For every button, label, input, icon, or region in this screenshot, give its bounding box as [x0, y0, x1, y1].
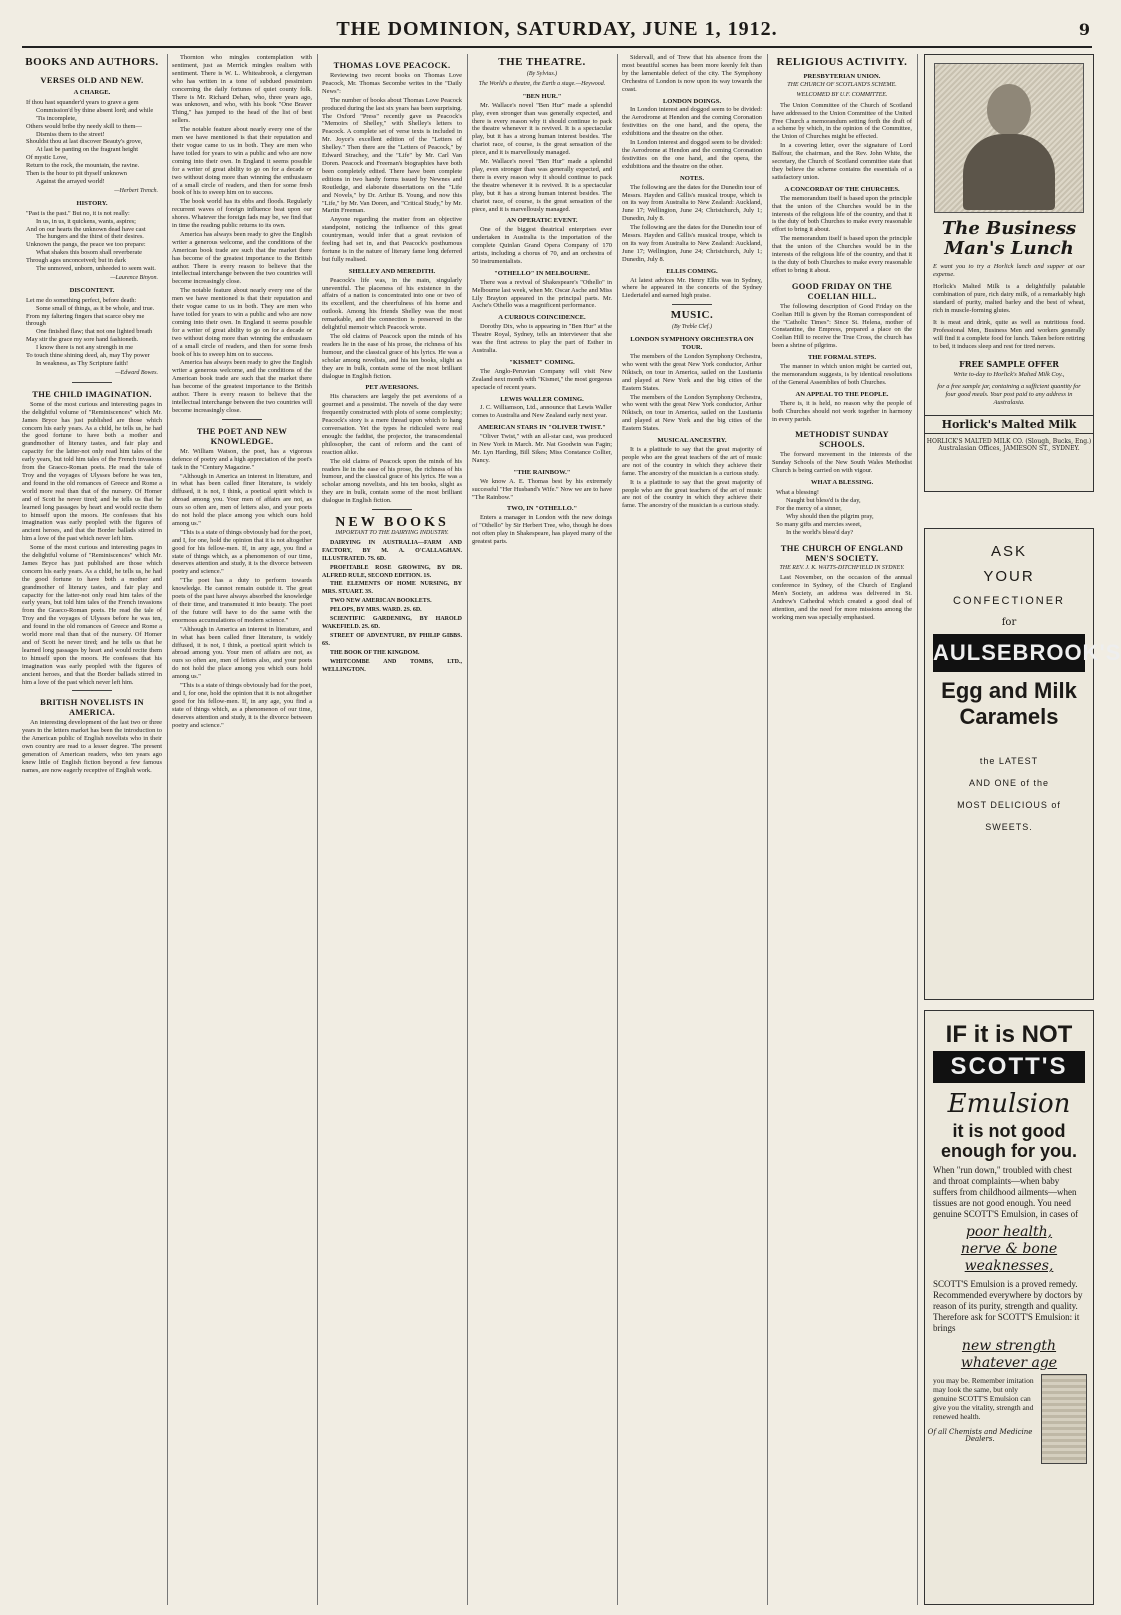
- article-body: The following are the dates for the Dunedin tour of Messrs. Hayden and Gillis's musical troupe, which is on its way from Australia to New Zealand: Auckland, June 17; Wellington, June 24; Christchurch, July 1; Dunedin, July 8.: [622, 224, 762, 263]
- article-body: "The poet has a duty to perform towards knowledge. He cannot remain outside it. The great poets of the past have always absorbed the knowledge of their time, and transmuted it into beauty. The poet of the future will have to do the same with the enormous accumulations of modern science.": [172, 577, 312, 624]
- article-body: Reviewing two recent books on Thomas Love Peacock, Mr. Thomas Secombe writes in the "Daily News":: [322, 72, 462, 95]
- article-heading: GOOD FRIDAY ON THE COELIAN HILL.: [791, 280, 893, 301]
- article-body: Anyone regarding the matter from an objective standpoint, noticing the influence of this great countryman, would infer that a great revision of feeling had set in, and that Peacock's posthumous fortune is in the nature of literary fame long deferred but fully realised.: [322, 216, 462, 263]
- article-heading: METHODIST SUNDAY SCHOOLS.: [795, 429, 889, 450]
- column-rule: [767, 54, 768, 1605]
- ad-emphasis: weaknesses,: [964, 1258, 1054, 1274]
- ad-footer: HORLICK'S MALTED MILK CO. (Slough, Bucks, Eng.) Australasian Offices, JAMIESON ST., SYDNEY.: [926, 438, 1092, 452]
- column-religious: [772, 54, 912, 1605]
- article-body: America has always been ready to give the English writer a generous welcome, and the conditions of the American book trade are such that the market there has become of the greatest importance to the British author. There is every reason to believe that the intellectual interchange between the two countries will become increasingly close.: [172, 359, 312, 414]
- article-body: America has always been ready to give the English writer a generous welcome, and the conditions of the American book trade are such that the market there has become of the greatest importance to the British author. There is every reason to believe that the intellectual interchange between the two countries will become increasingly close.: [172, 230, 312, 286]
- page-number: 9: [1078, 20, 1090, 39]
- ad-product: Emulsion: [947, 1089, 1071, 1119]
- article-body: The manner in which union might be carried out, the memorandum suggests, is by identical resolutions of the General Assemblies of both Churches.: [772, 363, 912, 386]
- divider: [372, 509, 412, 510]
- article-body: Some of the most curious and interesting pages in the delightful volume of "Reminiscences" which Mr. James Bryce has just published are those which concern his early years. As a child, he tells us, he had the good fortune to have both a mother and grandmother of literary tastes, and fair play and capacity for the latter-not only read him tales of the early years, but told him tales of the French invasions from the Graeco-Roman poets. He read the tale of Troy and the voyages of Ulysses before he was ten, and found in the old romances of Greece and Rome a world more real than that of the nursery. Of Homer and of Scott he never tired; and he tells us that he learned long passages by heart and would recite them to himself upon the moors. He confesses that his imagination was early peopled with the figures of ancient heroes, and that the Border ballads stirred in him a love of the past which never left him.: [22, 400, 162, 543]
- businessman-illustration: [934, 63, 1084, 213]
- book-entry: PROFITABLE ROSE GROWING, BY DR. ALFRED RULE, SECOND EDITION. 1S.: [322, 564, 462, 579]
- ad-body: you may be. Remember imitation may look the same, but only genuine SCOTT'S Emulsion can give you the vitality, strength and renewed health.: [933, 1376, 1034, 1421]
- subheading: PRESBYTERIAN UNION.: [803, 73, 881, 80]
- subheading: LONDON DOINGS.: [662, 97, 722, 105]
- newspaper-title: THE DOMINION, SATURDAY, JUNE 1, 1912.: [336, 18, 778, 40]
- ad-maker: AULSEBROOK'S: [933, 634, 1085, 672]
- column-rule: [917, 54, 918, 1605]
- subheading: LEWIS WALLER COMING.: [500, 395, 584, 403]
- ad-body: It is meat and drink, quite as well as nutritious food. Professional Men, Business Men and workers generally will find it a complete food for lunch. Taken before retiring to bed, it induces sleep and rest for tired nerves.: [933, 319, 1085, 350]
- ad-ask: ASK: [990, 543, 1027, 560]
- poem: What a blessing! Naught but bless'd is the day, For the mercy of a sinner, Why should then the pilgrim pray, So many gifts and mercies sweet, In the world's bless'd day?: [776, 489, 874, 536]
- article-body: It is a platitude to say that the great majority of people who are the great teachers of the art of music are not of the country in which they achieve their fame. The ancestry of the musician is a curious study.: [622, 445, 762, 477]
- divider: [672, 304, 712, 305]
- section-heading: BOOKS AND AUTHORS.: [25, 56, 159, 68]
- article-body: Mr. Wallace's novel "Ben Hur" made a splendid play, even stronger than was generally expected, and there is every reason why it should continue to pack the theatre whenever it is revived. It is a spectacular play, but it has a strong human interest besides. The chariot race, of course, is the great sensation of the piece, and it is marvellously managed.: [472, 158, 612, 213]
- article-body: The old claims of Peacock upon the minds of his readers lie in the ease of his prose, the richness of his humour, and the classical grace of his lyrics. He was a scholar among novelists, and his ten books, slight as they are in bulk, contain some of the most brilliant dialogue in English fiction.: [322, 333, 462, 380]
- article-body: Enters a manager in London with the new doings of "Othello" by Sir Herbert Tree, who, though he does not often play in Shakespeare, has played many of the greatest parts.: [472, 514, 612, 546]
- article-heading: BRITISH NOVELISTS IN AMERICA.: [40, 697, 144, 718]
- article-body: In London interest and doggod seem to be divided: the Aerodrome at Hendon and the coming Coronation festivities on the one hand, and the opera, the exhibitions and the theatre on the other.: [622, 139, 762, 170]
- ad-brand: Horlick's Malted Milk: [925, 415, 1093, 434]
- book-entry: STREET OF ADVENTURE, BY PHILIP GIBBS. 6S.: [322, 632, 462, 647]
- article-body: The members of the London Symphony Orchestra, who went with the great New York conductor, Arthur Nikisch, on tour in America, sailed on the Lusitania and played at New York and the big cities of the Eastern States.: [622, 393, 762, 433]
- divider: [72, 382, 112, 383]
- subheading: AN APPEAL TO THE PEOPLE.: [795, 390, 889, 398]
- divider: [72, 690, 112, 691]
- subheading: PET AVERSIONS.: [365, 384, 419, 392]
- poem-author: —Herbert Trench.: [114, 187, 158, 194]
- subheading: WHAT A BLESSING.: [810, 479, 874, 487]
- article-body: The Anglo-Peruvian Company will visit New Zealand next month with "Kismet," the most gorgeous spectacle of recent years.: [472, 367, 612, 391]
- ad-body: Horlick's Malted Milk is a delightfully palatable combination of pure, rich dairy milk, of a remarkably high standard of purity, malted barley and the best of wheat, rich in muscle-forming glutes.: [933, 283, 1085, 314]
- section-heading: MUSIC.: [670, 309, 714, 322]
- ad-product: Caramels: [959, 704, 1059, 729]
- subheading: AN OPERATIC EVENT.: [506, 217, 578, 225]
- section-heading: THE THEATRE.: [498, 56, 586, 68]
- article-body: In a covering letter, over the signature of Lord Balfour, the chairman, and the Rev. John White, the secretary, the Church of Scotland committee state that they believe the scheme contains the essentials of a satisfactory union.: [772, 142, 912, 181]
- book-entry: TWO NEW AMERICAN BOOKLETS.: [330, 598, 432, 605]
- subheading: A CONCORDAT OF THE CHURCHES.: [784, 185, 900, 193]
- ad-tagline: SWEETS.: [985, 822, 1033, 832]
- subheading: WELCOMED BY U.F. COMMITTEE.: [796, 91, 888, 98]
- article-body: One of the biggest theatrical enterprises ever undertaken in Australia is the importation of the complete Quinlan Grand Opera Company of 170 artists, including a chorus of 70, and an orchestra of 50 instrumentalists.: [472, 226, 612, 265]
- article-body: His characters are largely the pet aversions of a gourmet and a pessimist. The novels of the day were frequently constructed with plots of some complexity; Peacock's story is a mere thread upon which to hang conversation. Yet the types he ridiculed were real enough: the faddist, the projector, the transcendental philosopher, the cant of reform and the cant of reaction alike.: [322, 393, 462, 456]
- subheading: THE CHURCH OF SCOTLAND'S SCHEME.: [787, 81, 897, 88]
- subheading: "KISMET" COMING.: [509, 358, 575, 366]
- divider: [222, 419, 262, 420]
- article-body: There was a revival of Shakespeare's "Othello" in Melbourne last week, when Mr. Oscar Asche and Miss Lily Brayton appeared in the principal parts. Mr. Asche's Othello was a magnificent performance.: [472, 278, 612, 310]
- ad-headline: IF it is NOT: [945, 1021, 1073, 1048]
- article-body: The Union Committee of the Church of Scotland have addressed to the Union Committee of the United Free Church a memorandum setting forth the draft of a scheme by which, in the opinion of the Committee, the Union of Churches might be effected.: [772, 101, 912, 141]
- byline: THE REV. J. K. WATTS-DITCHFIELD IN SYDNEY.: [779, 564, 905, 571]
- ad-emphasis: nerve & bone: [960, 1241, 1058, 1257]
- subheading: AMERICAN STARS IN "OLIVER TWIST.": [478, 424, 606, 432]
- poem-title: DISCONTENT.: [69, 286, 115, 294]
- article-body: "Oliver Twist," with an all-star cast, was produced in New York in March. Mr. Nat Goodwin was Fagin; Mr. Lyn Harding, Bill Sikes; Miss Constance Collier, Nancy.: [472, 433, 612, 464]
- book-entry: THE ELEMENTS OF HOME NURSING, BY MRS. STUART. 3S.: [322, 581, 462, 596]
- article-body: The memorandum itself is based upon the principle that the union of the Churches would be in the interests of the religious life of the country, and that it is the duty of both Churches to make every reasonable effort to bring it about.: [772, 235, 912, 274]
- article-body: Last November, on the occasion of the annual conference in Sydney, of the Church of England Men's Society, an address was delivered in St. Andrew's Cathedral which created a good deal of attention, and the need for more missions among the working men was specially emphasised.: [772, 574, 912, 621]
- article-body: Some of the most curious and interesting pages in the delightful volume of "Reminiscences" which Mr. James Bryce has just published are those which concern his early years. As a child, he tells us, he had the good fortune to have both a mother and grandmother of literary tastes, and fair play and capacity for the latter-not only read him tales of the early years, but told him tales of the French invasions from the Graeco-Roman poets. He read the tale of Troy and the voyages of Ulysses before he was ten, and found in the old romances of Greece and Rome a world more real than that of the nursery. Of Homer and of Scott he never tired; and he tells us that he learned long passages by heart and would recite them to himself upon the moors. He confesses that his imagination was early peopled with the figures of ancient heroes, and that the Border ballads stirred in him a love of the past which never left him.: [22, 544, 162, 686]
- article-body: In London interest and doggod seem to be divided: the Aerodrome at Hendon and the coming Coronation festivities on the one hand, and the opera, the exhibitions and the theatre on the other.: [622, 106, 762, 138]
- ad-tagline: MOST DELICIOUS of: [957, 800, 1061, 810]
- article-body: Mr. William Watson, the poet, has a vigorous defence of poetry and a high appreciation of the poet's task in the "Century Magazine.": [172, 447, 312, 471]
- column-rule: [317, 54, 318, 1605]
- ad-lead: E want you to try a Horlick lunch and supper at our expense.: [933, 263, 1085, 278]
- article-body: The notable feature about nearly every one of the men we have mentioned is that their reputation and their vogue came to us in both. They are men who have toiled for years to win a public and who are now coming into their own. In England it seems possible for a writer of great ability to go on for a decade or two without doing more than winning the enthusiasm of a small circle of readers, and then for some fresh book of his to sweep him on to success.: [172, 287, 312, 358]
- book-entry: SCIENTIFIC GARDENING, BY HAROLD WAKEFIELD. 2S. 6D.: [322, 616, 462, 630]
- subheading: "BEN HUR.": [522, 92, 562, 100]
- book-entry: PELOPS, BY MRS. WARD. 2S. 6D.: [330, 607, 422, 614]
- ad-for: for: [1001, 617, 1017, 628]
- horlicks-advertisement: [924, 54, 1094, 492]
- subheading: MUSICAL ANCESTRY.: [657, 437, 727, 445]
- article-heading: THE POET AND NEW KNOWLEDGE.: [196, 425, 288, 446]
- masthead: [22, 18, 1092, 48]
- subheading: A CURIOUS COINCIDENCE.: [498, 314, 586, 322]
- column-theatre: [472, 54, 612, 1605]
- poem-title: HISTORY.: [76, 199, 108, 207]
- ad-emphasis: poor health,: [965, 1224, 1053, 1240]
- new-books-subheading: IMPORTANT TO THE DAIRYING INDUSTRY.: [335, 530, 449, 537]
- ad-offer-detail: Write to-day to Horlick's Malted Milk Coy.,: [953, 371, 1065, 378]
- article-body: The old claims of Peacock upon the minds of his readers lie in the ease of his prose, the richness of his humour, and the classical grace of his lyrics. He was a scholar among novelists, and his ten books, slight as they are in bulk, contain some of the most brilliant dialogue in English fiction.: [322, 457, 462, 505]
- article-body: The forward movement in the interests of the Sunday Schools of the New South Wales Methodist Church is being carried on with vigour.: [772, 451, 912, 475]
- subheading: ELLIS COMING.: [666, 267, 718, 275]
- poem-title: A CHARGE.: [73, 89, 111, 96]
- article-heading: THE CHILD IMAGINATION.: [32, 388, 152, 399]
- poem-author: —Edward Bowes.: [115, 369, 158, 376]
- new-books-heading: NEW BOOKS: [335, 515, 449, 531]
- article-body: The following are the dates for the Dunedin tour of Messrs. Hayden and Gillis's musical troupe, which is on its way from Australia to New Zealand: Auckland, June 17; Wellington, June 24; Christchurch, July 1; Dunedin, July 8.: [622, 183, 762, 223]
- subheading: NOTES.: [679, 174, 704, 182]
- column-rule: [617, 54, 618, 1605]
- subheading: THE FORMAL STEPS.: [808, 354, 876, 362]
- subheading: "THE RAINBOW.": [513, 468, 571, 476]
- article-body: "Although in America an interest in literature, and in what has been called finer literature, is widely diffused, it is not, I think, a poetical spirit which is abroad among you. Your men of affairs are not, as ours so often are, men of letters also, and your poets do not hold the place among you which ours hold among us.": [172, 472, 312, 527]
- ad-body: SCOTT'S Emulsion is a proved remedy. Recommended everywhere by doctors by reason of its purity, strength and quality. Therefore ask for SCOTT'S Emulsion: it brings: [933, 1279, 1083, 1333]
- article-body: The number of books about Thomas Love Peacock produced during the last six years has been surprising. The Oxford "Press" recently gave us Peacock's "Memoirs of Shelley," with Shelley's letters to Peacock. A complete set of verse texts is included in Mr. Joyce's excellent edition of the "Letters of Shelley." Then there are the "Letters of Peacock," by Edward Strachey, and the "Life" by Mr. Carl Van Doren. Peacock and Freeman's biographies have both been completely edited. There have been complete editions in two handy forms issued by Newnes and Routledge, and elaborate dissertations on the "Life and Novels," by Dr. Arthur B. Young, and now this "Life," by Mr. Van Doren, and "Critical Study," by Mr. Martin Freeman.: [322, 96, 462, 215]
- article-body: There is, it is held, no reason why the people of both Churches should not work together in harmony in every parish.: [772, 399, 912, 423]
- article-heading: THE CHURCH OF ENGLAND MEN'S SOCIETY.: [780, 542, 904, 563]
- article-body: Thornton who mingles contemplation with sentiment, just as Merrick mingles realism with sentiment. There is W. L. Whiteabrook, a clergyman who has written in a tone of subdued pessimism concerning the daily fortunes of quiet county folk. There is Mr. Richard Dehan, who, three years ago, was unknown, and who, with his book "One Braver Thing," has jumped to the head of the list of best sellers.: [172, 54, 312, 125]
- ad-offer: FREE SAMPLE OFFER: [959, 359, 1059, 369]
- article-body: The following description of Good Friday on the Coelian Hill is given by the Roman correspondent of the "Catholic Times": Since St. Helena, mother of Constantine, the Empress, prepared a place on the Coelian Hill to receive the True Cross, the church has been a shrine of pilgrims.: [772, 302, 912, 350]
- ad-your: YOUR: [983, 568, 1035, 585]
- poem: If thou hast squander'd years to grave a gem Commission'd by thine absent lord; and while 'Tis incomplete, Others would bribe thy needy skill to them— Dismiss them to the street! Shouldst thou at last discover Beauty's grove, At last be panting on the fragrant height Of mystic Love, Return to the rock, the mountain, the ravine. Then is the hour to pit thyself unknown Against the arrayed world!: [26, 98, 154, 185]
- aulsebrooks-advertisement: [924, 528, 1121, 1000]
- article-body: An interesting development of the last two or three years in the letters market has been the introduction to the American public of English novelists who in their own country are read to a lesser degree. The present generation of American readers, who ten years ago knew little of English fiction beyond a few famous names, are now eagerly receptive of English work.: [22, 719, 162, 774]
- column-rule: [167, 54, 168, 1605]
- ad-footer: Of all Chemists and Medicine Dealers.: [927, 1428, 1033, 1443]
- subheading: LONDON SYMPHONY ORCHESTRA ON TOUR.: [630, 336, 754, 352]
- book-entry: DAIRYING IN AUSTRALIA—FARM AND FACTORY, BY M. A. O'CALLAGHAN. ILLUSTRATED. 7S. 6D.: [322, 539, 462, 562]
- article-body: The members of the London Symphony Orchestra, who went with the great New York conductor, Arthur Nikisch, on tour in America, sailed on the Lusitania and played at New York and the big cities of the Eastern States.: [622, 353, 762, 392]
- ad-brand: SCOTT'S: [933, 1051, 1085, 1083]
- article-body: It is a platitude to say that the great majority of people who are the great teachers of the art of music are not of the country in which they achieve their fame. The ancestry of the musician is a curious study.: [622, 478, 762, 510]
- article-body: The notable feature about nearly every one of the men we have mentioned is that their reputation and their vogue came to us in both. They are men who have toiled for years to win a public and who are now coming into their own. In England it seems possible for a writer of great ability to go on for a decade or two without doing more than winning the enthusiasm of a small circle of readers, and then for some fresh book of his to sweep him on to success.: [172, 126, 312, 197]
- article-body: Dorothy Dix, who is appearing in "Ben Hur" at the Theatre Royal, Sydney, tells an interviewer that she was the first actress to play the part of Esther in Australia.: [472, 323, 612, 354]
- column-books-authors: [22, 54, 162, 1605]
- article-body: "This is a state of things obviously bad for the poet, and I, for one, hold the opinion that it is not altogether good for his fellow-men. If, in any age, you find a state of things which, as a phenomenon of our time, deserves attention and study, it is the divorce between poetry and science.": [172, 528, 313, 576]
- poem: Let me do something perfect, before death: Some small of things, as it be whole, and true. From my faltering fingers that scarce obey me through One finished flaw; that not one lighted breath May stir the grace my sore hand fashioneth. I know there is not any strength in me To touch thine shining deed, ah, may Thy power In weakness, as Thy Scripture faith!: [26, 296, 155, 367]
- article-body: Peacock's life was, in the main, singularly uneventful. The placeness of his existence in the affairs of a nation is concentrated into one or two of its excellent, and the cheerfulness of his home and outlook. Among his friends Shelley was the most remarkable, and the connection is preserved in the delightful memoir which Peacock wrote.: [322, 276, 462, 332]
- poem: "Past is the past." But no, it is not really: In us, in us, it quickens, wants, aspires; And on our hearts the unknown dead have cast The hungers and the thirst of their desires. Unknown the pangs, the peace we too prepare: What shakes this bosom shall reverberate Through ages unconceived; but in dark The unmoved, unborn, unheeded to seem wait.: [26, 209, 156, 273]
- ad-product: Egg and Milk: [941, 678, 1077, 703]
- ad-body: When "run down," troubled with chest and throat complaints—when baby suffers from childhood ailments—when tissues are not good enough. You need genuine SCOTT'S Emulsion, in cases of: [933, 1165, 1079, 1219]
- byline: (By Sylvius.): [526, 71, 558, 77]
- ad-tagline: the LATEST: [979, 756, 1039, 766]
- column-peacock: [322, 54, 462, 1605]
- column-novelists-continued: [172, 54, 312, 1605]
- scotts-emulsion-advertisement: [924, 1010, 1094, 1605]
- poem-author: —Laurence Binyon.: [110, 274, 158, 281]
- byline: (By Treble Clef.): [672, 324, 712, 331]
- article-body: At latest advices Mr. Henry Ellis was in Sydney, where he appeared in the concerts of the Sydney Liedertafel and earned high praise.: [622, 276, 762, 300]
- article-body: Sidervall, and of Trew that his absence from the most beautiful scenes has been more keenly felt than by the lamentable defect of the city. The Symphony Orchestra of London is now upon its way towards the coast.: [622, 54, 762, 93]
- subheading: "OTHELLO" IN MELBOURNE.: [494, 269, 590, 277]
- article-body: Mr. Wallace's novel "Ben Hur" made a splendid play, even stronger than was generally expected, and there is every reason why it should continue to pack the theatre whenever it is revived. It is a spectacular play, but it has a strong human interest besides. The chariot race, of course, is the great sensation of the piece, and it is marvellously managed.: [472, 101, 612, 157]
- article-body: We know A. E. Thomas best by his extremely successful "Her Husband's Wife." Now we are to have "The Rainbow.": [472, 477, 612, 501]
- article-body: "This is a state of things obviously bad for the poet, and I, for one, hold the opinion that it is not altogether good for his fellow-men. If, in any age, you find a state of things which, as a phenomenon of our time, deserves attention and study, it is the divorce between poetry and science.": [172, 682, 313, 729]
- article-body: "Although in America an interest in literature, and in what has been called finer literature, is widely diffused, it is not, I think, a poetical spirit which is abroad among you. Your men of affairs are not, as ours so often are, men of letters also, and your poets do not hold the place among you which ours hold among us.": [172, 625, 312, 681]
- article-body: J. C. Williamson, Ltd., announce that Lewis Waller comes to Australia and New Zealand early next year.: [472, 404, 612, 420]
- ad-headline: The Business Man's Lunch: [941, 218, 1077, 259]
- column-rule: [467, 54, 468, 1605]
- epigraph: The World's a theatre, the Earth a stage.—Heywood.: [478, 80, 606, 87]
- ad-offer-detail: for a free sample jar, containing a sufficient quantity for four good meals. Your post paid to any address in Australasia.: [937, 383, 1081, 406]
- ad-tagline: AND ONE of the: [968, 778, 1050, 788]
- ad-emphasis: whatever age: [960, 1355, 1058, 1371]
- column-theatre-music: [622, 54, 762, 1605]
- emulsion-bottle-illustration: [1041, 1374, 1087, 1464]
- ad-slogan: it is not good enough for you.: [941, 1121, 1077, 1161]
- section-heading: RELIGIOUS ACTIVITY.: [776, 56, 908, 68]
- ad-confectioner: CONFECTIONER: [953, 595, 1065, 607]
- subheading: SHELLEY AND MEREDITH.: [348, 267, 436, 275]
- ad-emphasis: new strength: [961, 1338, 1057, 1354]
- subheading: TWO, IN "OTHELLO.": [506, 505, 578, 513]
- article-body: The memorandum itself is based upon the principle that the union of the Churches would be in the interests of the religious life of the country, and that it is the duty of both Churches to make every reasonable effort to bring it about.: [772, 194, 912, 234]
- article-body: The book world has its ebbs and floods. Regularly recurrent waves of foreign influence beat upon our shores. Whatever the foreign fads may be, we find that in time the reading public returns to its own.: [172, 198, 312, 230]
- article-heading: THOMAS LOVE PEACOCK.: [333, 60, 451, 70]
- book-entry: WHITCOMBE AND TOMBS, LTD., WELLINGTON.: [322, 658, 462, 673]
- book-entry: THE BOOK OF THE KINGDOM.: [330, 649, 420, 656]
- article-heading: VERSES OLD AND NEW.: [40, 75, 144, 85]
